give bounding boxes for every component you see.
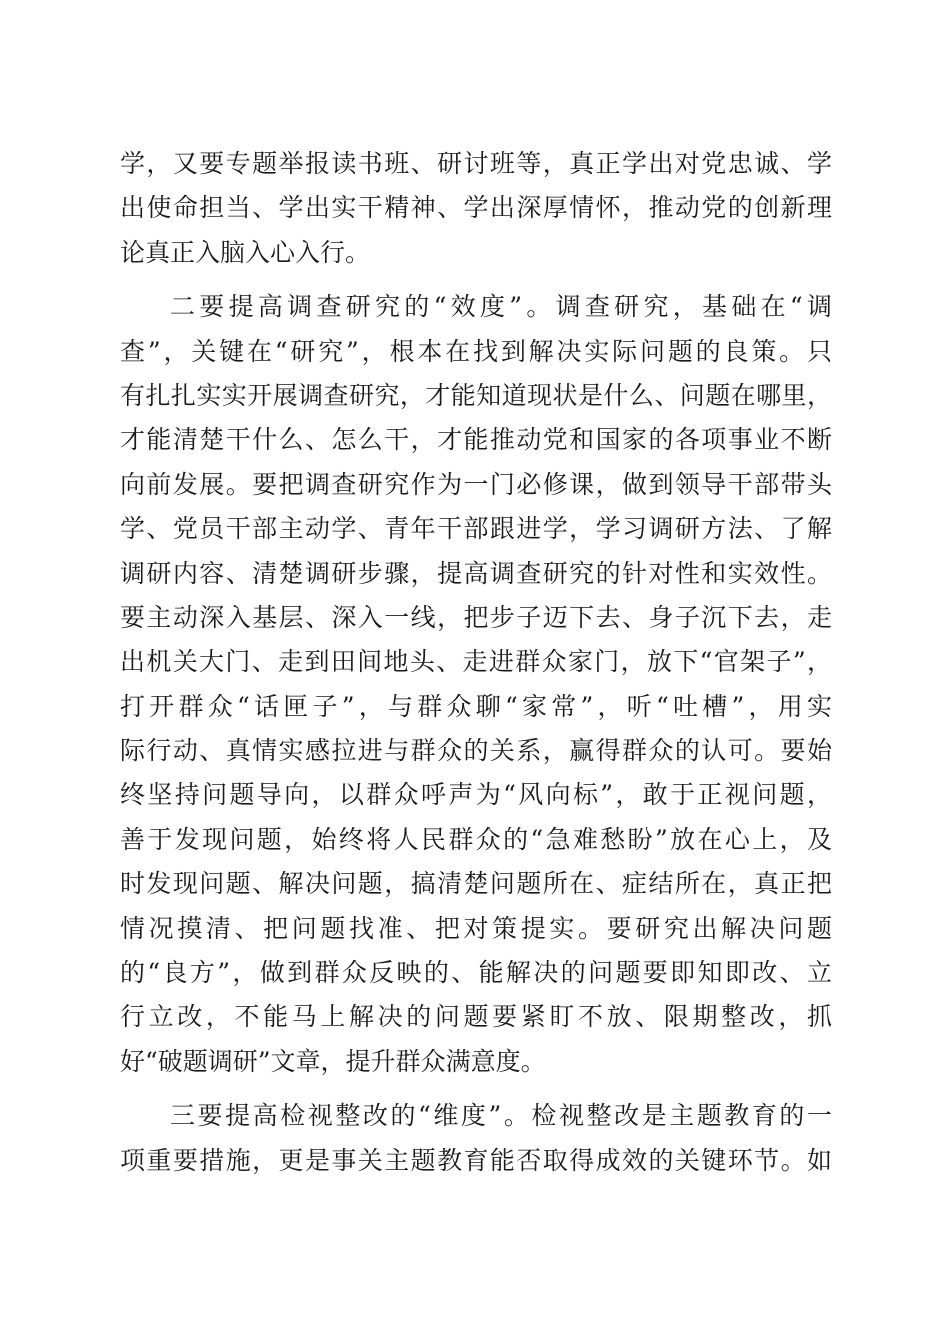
text-line: 有扎扎实实开展调查研究，才能知道现状是什么、问题在哪里， (120, 380, 832, 410)
text-line: 二要提高调查研究的“效度”。调查研究，基础在“调 (170, 292, 832, 322)
paragraph-gap (120, 275, 832, 285)
text-line: 际行动、真情实感拉进与群众的关系，赢得群众的认可。要始 (120, 736, 832, 766)
text-line: 情况摸清、把问题找准、把对策提实。要研究出解决问题 (120, 913, 832, 943)
text-line: 的“良方”，做到群众反映的、能解决的问题要即知即改、立 (120, 958, 832, 988)
text-line: 好“破题调研”文章，提升群众满意度。 (120, 1046, 546, 1076)
text-line: 才能清楚干什么、怎么干，才能推动党和国家的各项事业不断 (120, 425, 832, 455)
text-line: 学、党员干部主动学、青年干部跟进学，学习调研方法、了解 (120, 514, 832, 544)
text-line: 终坚持问题导向，以群众呼声为“风向标”，敢于正视问题， (120, 780, 832, 810)
text-line: 向前发展。要把调查研究作为一门必修课，做到领导干部带头 (120, 469, 832, 499)
text-line: 学，又要专题举报读书班、研讨班等，真正学出对党忠诚、学 (120, 149, 832, 178)
text-line: 出使命担当、学出实干精神、学出深厚情怀，推动党的创新理 (120, 193, 832, 223)
paragraph-1 (120, 142, 832, 275)
paragraph-gap (120, 1084, 832, 1094)
text-line: 三要提高检视整改的“维度”。检视整改是主题教育的一 (170, 1101, 832, 1131)
text-line: 要主动深入基层、深入一线，把步子迈下去、身子沉下去，走 (120, 602, 832, 632)
text-line: 打开群众“话匣子”，与群众聊“家常”，听“吐槽”，用实 (120, 691, 832, 721)
text-line: 调研内容、清楚调研步骤，提高调查研究的针对性和实效性。 (120, 558, 832, 588)
text-line: 时发现问题、解决问题，搞清楚问题所在、症结所在，真正把 (120, 869, 832, 899)
paragraph-2 (120, 285, 832, 1084)
text-line: 出机关大门、走到田间地头、走进群众家门，放下“官架子”， (120, 647, 832, 677)
paragraph-3 (120, 1094, 832, 1183)
text-line: 论真正入脑入心入行。 (120, 237, 371, 267)
text-line: 行立改，不能马上解决的问题要紧盯不放、限期整改，抓 (120, 1002, 832, 1032)
body-text (120, 142, 832, 1183)
text-line: 查”，关键在“研究”，根本在找到解决实际问题的良策。只 (120, 336, 832, 366)
text-line: 善于发现问题，始终将人民群众的“急难愁盼”放在心上，及 (120, 824, 832, 854)
text-line: 项重要措施，更是事关主题教育能否取得成效的关键环节。如 (120, 1145, 832, 1175)
